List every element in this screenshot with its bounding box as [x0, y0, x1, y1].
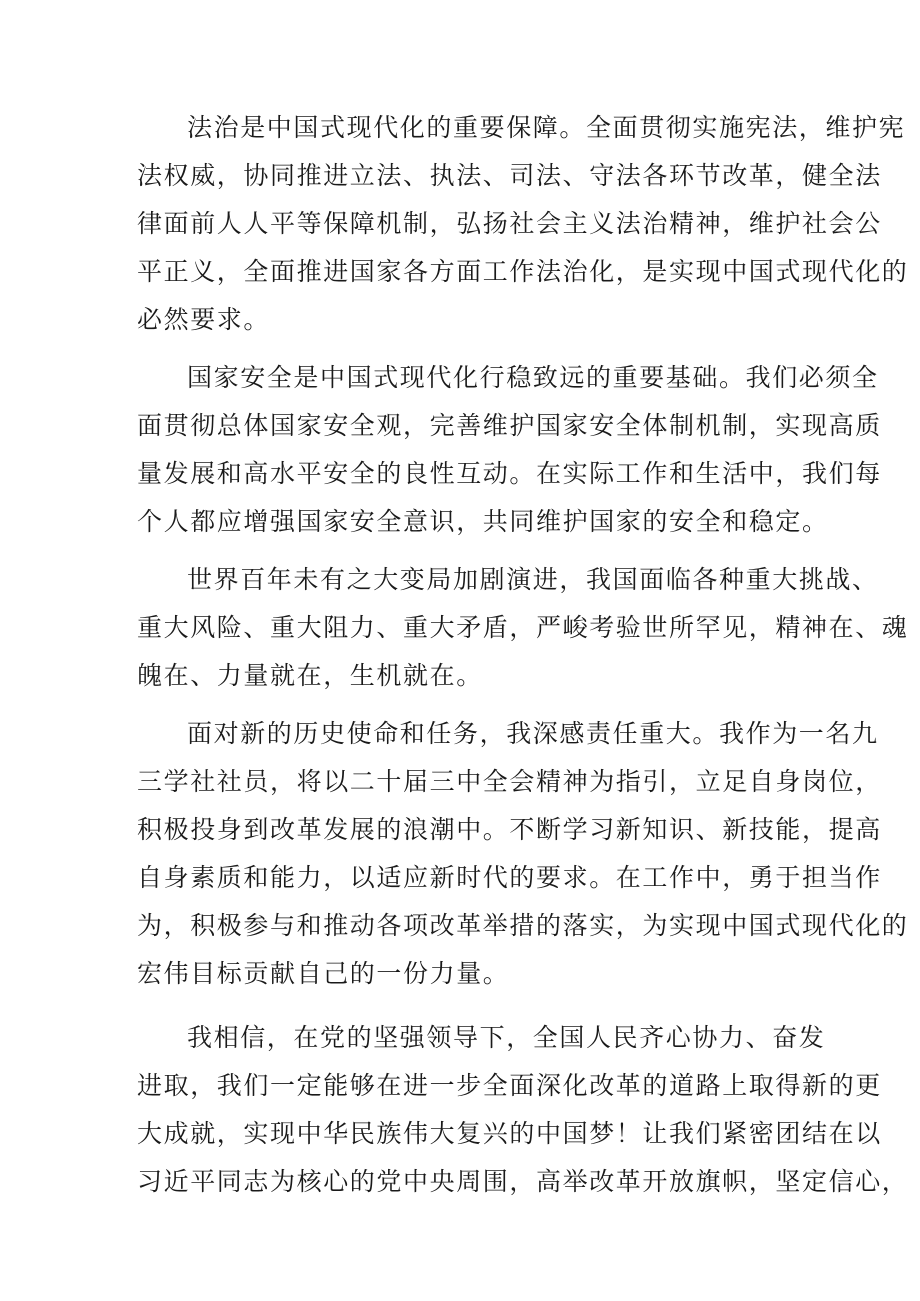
paragraph-line: 国家安全是中国式现代化行稳致远的重要基础。我们必须全 [187, 363, 879, 392]
paragraph-line: 平正义，全面推进国家各方面工作法治化，是实现中国式现代化的 [137, 257, 909, 286]
paragraph-line: 宏伟目标贡献自己的一份力量。 [137, 959, 510, 988]
paragraph-line: 面贯彻总体国家安全观，完善维护国家安全体制机制，实现高质 [137, 411, 882, 440]
document-body [137, 104, 909, 1216]
paragraph-line: 重大风险、重大阻力、重大矛盾，严峻考验世所罕见，精神在、魂 [137, 613, 909, 642]
paragraph-world-changes [137, 556, 909, 700]
paragraph-line: 个人都应增强国家安全意识，共同维护国家的安全和稳定。 [137, 507, 829, 536]
paragraph-line: 必然要求。 [137, 305, 271, 334]
paragraph-line: 世界百年未有之大变局加剧演进，我国面临各种重大挑战、 [187, 565, 879, 594]
paragraph-belief [137, 1014, 909, 1206]
paragraph-line: 量发展和高水平安全的良性互动。在实际工作和生活中，我们每 [137, 459, 882, 488]
paragraph-line: 大成就，实现中华民族伟大复兴的中国梦！让我们紧密团结在以 [137, 1119, 882, 1148]
paragraph-line: 律面前人人平等保障机制，弘扬社会主义法治精神，维护社会公 [137, 209, 882, 238]
paragraph-line: 为，积极参与和推动各项改革举措的落实，为实现中国式现代化的 [137, 911, 909, 940]
paragraph-line: 魄在、力量就在，生机就在。 [137, 661, 483, 690]
paragraph-line: 面对新的历史使命和任务，我深感责任重大。我作为一名九 [187, 719, 879, 748]
paragraph-line: 进取，我们一定能够在进一步全面深化改革的道路上取得新的更 [137, 1071, 882, 1100]
paragraph-line: 法权威，协同推进立法、执法、司法、守法各环节改革，健全法 [137, 161, 882, 190]
paragraph-line: 法治是中国式现代化的重要保障。全面贯彻实施宪法，维护宪 [187, 113, 906, 142]
paragraph-mission [137, 710, 909, 998]
paragraph-line: 习近平同志为核心的党中央周围，高举改革开放旗帜，坚定信心， [137, 1167, 909, 1196]
paragraph-line: 三学社社员，将以二十届三中全会精神为指引，立足自身岗位， [137, 767, 882, 796]
paragraph-national-security [137, 354, 882, 546]
paragraph-line: 我相信，在党的坚强领导下，全国人民齐心协力、奋发 [187, 1023, 826, 1052]
paragraph-rule-of-law [137, 104, 909, 344]
paragraph-line: 自身素质和能力，以适应新时代的要求。在工作中，勇于担当作 [137, 863, 882, 892]
paragraph-line: 积极投身到改革发展的浪潮中。不断学习新知识、新技能，提高 [137, 815, 882, 844]
